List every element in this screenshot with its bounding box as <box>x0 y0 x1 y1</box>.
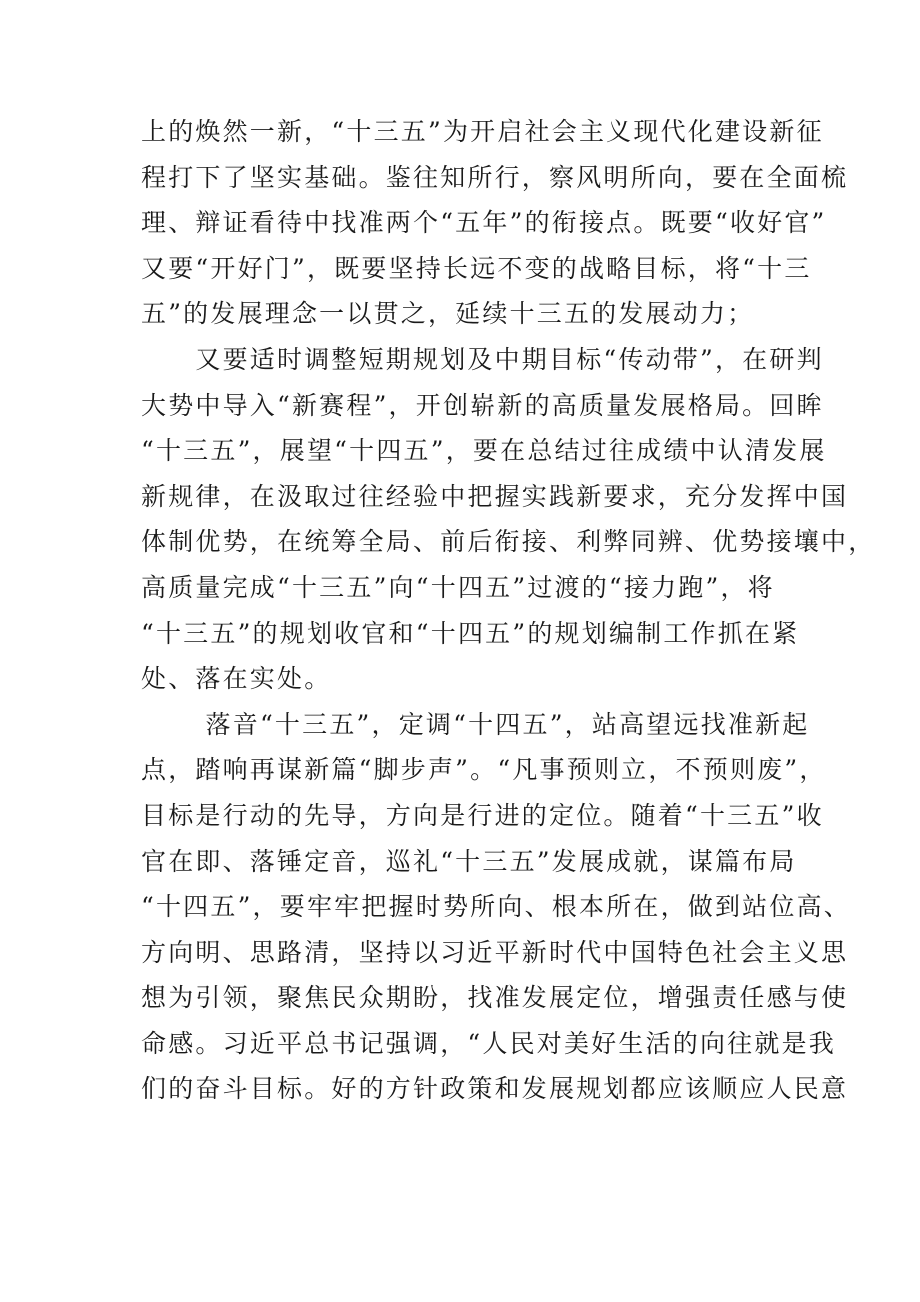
text-line: 又要“开好门”，既要坚持长远不变的战略目标，将“十三 <box>141 253 812 283</box>
text-line: 落音“十三五”，定调“十四五”，站高望远找准新起 <box>141 709 810 739</box>
text-line: “十四五”，要牢牢把握时势所向、根本所在，做到站位高、 <box>141 892 851 922</box>
text-line: 命感。习近平总书记强调，“人民对美好生活的向往就是我 <box>141 1028 836 1058</box>
text-line: “十三五”，展望“十四五”，要在总结过往成绩中认清发展 <box>141 436 827 466</box>
text-line: 五”的发展理念一以贯之，延续十三五的发展动力； <box>141 299 755 329</box>
text-line: 上的焕然一新，“十三五”为开启社会主义现代化建设新征 <box>141 117 824 146</box>
text-line: 大势中导入“新赛程”，开创崭新的高质量发展格局。回眸 <box>141 390 824 420</box>
text-line: 方向明、思路清，坚持以习近平新时代中国特色社会主义思 <box>141 937 849 967</box>
text-line: 高质量完成“十三五”向“十四五”过渡的“接力跑”，将 <box>141 572 775 602</box>
text-line: 体制优势，在统筹全局、前后衔接、利弊同辨、优势接壤中， <box>141 527 876 557</box>
text-line: 们的奋斗目标。好的方针政策和发展规划都应该顺应人民意 <box>141 1074 849 1104</box>
text-line: 又要适时调整短期规划及中期目标“传动带”，在研判 <box>141 344 824 374</box>
text-line: 程打下了坚实基础。鉴往知所行，察风明所向，要在全面梳 <box>141 162 849 192</box>
text-line: “十三五”的规划收官和“十四五”的规划编制工作抓在紧 <box>141 618 800 648</box>
text-line: 目标是行动的先导，方向是行进的定位。随着“十三五”收 <box>141 800 824 830</box>
text-line: 点，踏响再谋新篇“脚步声”。“凡事预则立，不预则废”， <box>141 755 827 785</box>
body-text <box>141 109 876 1112</box>
text-line: 官在即、落锤定音，巡礼“十三五”发展成就，谋篇布局 <box>141 846 797 876</box>
text-line: 新规律，在汲取过往经验中把握实践新要求，充分发挥中国 <box>141 481 849 511</box>
text-line: 理、辩证看待中找准两个“五年”的衔接点。既要“收好官” <box>141 208 827 238</box>
text-line: 处、落在实处。 <box>141 664 332 694</box>
text-line: 想为引领，聚焦民众期盼，找准发展定位，增强责任感与使 <box>141 983 849 1013</box>
